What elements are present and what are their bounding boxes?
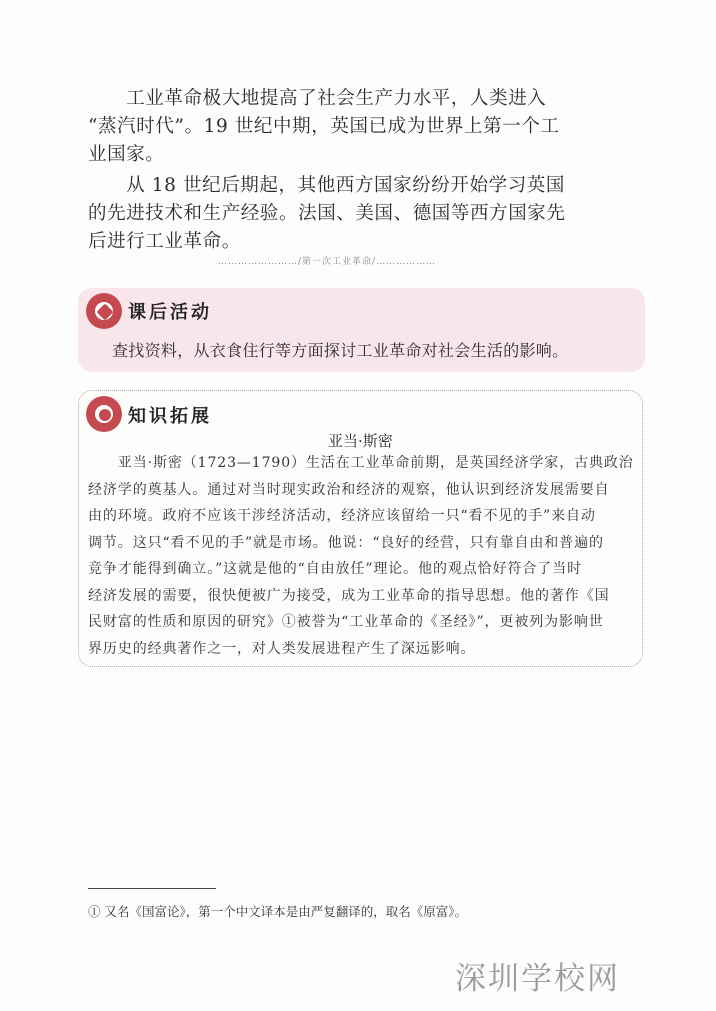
knowledge-line: 经济发展的需要，很快便被广为接受，成为工业革命的指导思想。他的著作《国 [88, 587, 610, 604]
knowledge-line: 界历史的经典著作之一，对人类发展进程产生了深远影响。 [88, 640, 476, 657]
knowledge-line: 由的环境。政府不应该干涉经济活动，经济应该留给一只“看不见的手”来自动 [88, 508, 596, 524]
knowledge-line: 民财富的性质和原因的研究》①被誉为“工业革命的《圣经》”，更被列为影响世 [88, 614, 604, 630]
activity-text: 查找资料，从衣食住行等方面探讨工业革命对社会生活的影响。 [112, 341, 569, 360]
body-line: 业国家。 [88, 144, 165, 165]
body-line: 工业革命极大地提高了社会生产力水平，人类进入 [88, 88, 547, 109]
footnote-rule [88, 888, 216, 889]
knowledge-line: 经济学的奠基人。通过对当时现实政治和经济的观察，他认识到经济发展需要自 [88, 481, 610, 498]
knowledge-icon [86, 396, 122, 432]
knowledge-subtitle: 亚当·斯密 [328, 432, 393, 450]
body-line: 后进行工业革命。 [88, 231, 241, 252]
activity-icon [86, 293, 122, 329]
footnote: ① 又名《国富论》，第一个中文译本是由严复翻译的，取名《原富》。 [88, 904, 467, 919]
body-line: “蒸汽时代”。19 世纪中期，英国已成为世界上第一个工 [88, 116, 560, 137]
watermark: 深圳学校网 [455, 961, 620, 997]
chapter-label: ……………………/第一次工业革命/……………… [218, 257, 437, 267]
knowledge-line: 调节。这只“看不见的手”就是市场。他说：“良好的经营，只有靠自由和普遍的 [88, 534, 604, 551]
activity-title: 课后活动 [128, 302, 212, 323]
knowledge-line: 竞争才能得到确立。”这就是他的“自由放任”理论。他的观点恰好符合了当时 [88, 561, 582, 577]
knowledge-line: 亚当·斯密（1723—1790）生活在工业革命前期，是英国经济学家，古典政治 [88, 455, 634, 471]
knowledge-title: 知识拓展 [128, 406, 212, 427]
body-line: 从 18 世纪后期起，其他西方国家纷纷开始学习英国 [88, 175, 566, 196]
body-line: 的先进技术和生产经验。法国、美国、德国等西方国家先 [88, 203, 566, 224]
